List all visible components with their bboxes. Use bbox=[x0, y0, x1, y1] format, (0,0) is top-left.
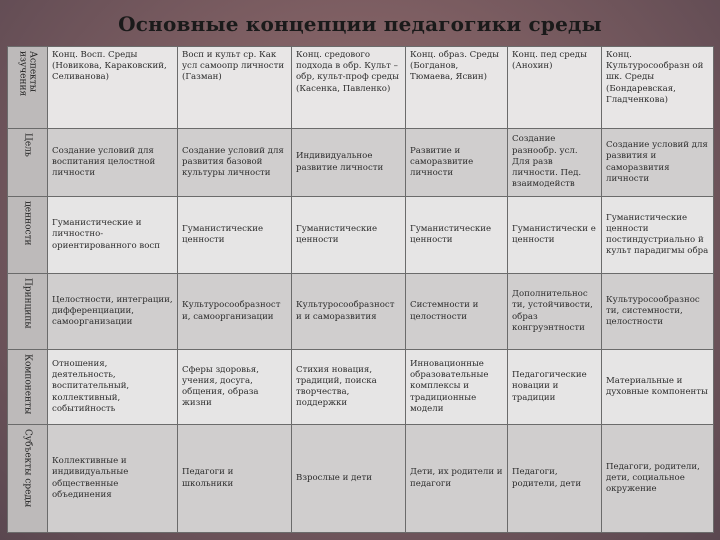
table-cell: Педагоги, родители, дети, социальное окружение bbox=[602, 425, 714, 533]
table-cell: Развитие и саморазвитие личности bbox=[406, 129, 508, 197]
table-cell: Системности и целостности bbox=[406, 274, 508, 350]
table-cell: Гуманистические ценности bbox=[178, 197, 292, 274]
concepts-table bbox=[7, 46, 714, 533]
table-cell: Материальные и духовные компоненты bbox=[602, 350, 714, 425]
row-header-label: Субъекты среды bbox=[22, 429, 33, 508]
table-cell: Создание условий для развития и саморазвития личности bbox=[602, 129, 714, 197]
row-header-subjects bbox=[8, 425, 48, 533]
column-header: Конц. образ. Среды (Богданов, Тюмаева, Ясвин) bbox=[406, 47, 508, 129]
table-cell: Целостности, интеграции, дифференциации, самоорганизации bbox=[48, 274, 178, 350]
table-cell: Создание разнообр. усл. Для разв личности. Пед. взаимодейств bbox=[508, 129, 602, 197]
table-header-row bbox=[8, 47, 714, 129]
column-header: Конц. пед среды (Анохин) bbox=[508, 47, 602, 129]
column-header: Восп и культ ср. Как усл самоопр личности (Газман) bbox=[178, 47, 292, 129]
table-cell: Педагоги, родители, дети bbox=[508, 425, 602, 533]
table-row bbox=[8, 350, 714, 425]
table-row bbox=[8, 274, 714, 350]
row-header-label: Компоненты bbox=[22, 354, 33, 415]
row-header-label: Принципы bbox=[22, 278, 33, 329]
table-cell: Дети, их родители и педагоги bbox=[406, 425, 508, 533]
table-cell: Индивидуальное развитие личности bbox=[292, 129, 406, 197]
row-header-label: Аспекты изучения bbox=[17, 51, 38, 97]
table-cell: Взрослые и дети bbox=[292, 425, 406, 533]
row-header-principles bbox=[8, 274, 48, 350]
table-cell: Гуманистические и личностно-ориентированного восп bbox=[48, 197, 178, 274]
table-cell: Дополнительнос ти, устойчивости, образ конгруэнтности bbox=[508, 274, 602, 350]
table-cell: Коллективные и индивидуальные общественные объединения bbox=[48, 425, 178, 533]
table-cell: Педагоги и школьники bbox=[178, 425, 292, 533]
page-title: Основные концепции педагогики среды bbox=[118, 12, 602, 36]
table-cell: Гуманистически е ценности bbox=[508, 197, 602, 274]
table-row bbox=[8, 197, 714, 274]
table-cell: Гуманистические ценности постиндустриально й культ парадигмы обра bbox=[602, 197, 714, 274]
table-cell: Отношения, деятельность, воспитательный, коллективный, событийность bbox=[48, 350, 178, 425]
table-cell: Культуросообразнос ти, системности, целостности bbox=[602, 274, 714, 350]
column-header: Конц. средового подхода в обр. Культ –обр, культ-проф среды (Касенка, Павленко) bbox=[292, 47, 406, 129]
row-header-values bbox=[8, 197, 48, 274]
table-cell: Стихия новация, традиций, поиска творчества, поддержки bbox=[292, 350, 406, 425]
row-header-label: Цель bbox=[22, 133, 33, 157]
table-cell: Сферы здоровья, учения, досуга, общения, образа жизни bbox=[178, 350, 292, 425]
table-cell: Гуманистические ценности bbox=[406, 197, 508, 274]
row-header-components bbox=[8, 350, 48, 425]
table-row bbox=[8, 129, 714, 197]
table-cell: Гуманистические ценности bbox=[292, 197, 406, 274]
column-header: Конц. Культуросообразн ой шк. Среды (Бондаревская, Гладченкова) bbox=[602, 47, 714, 129]
table-cell: Создание условий для развития базовой культуры личности bbox=[178, 129, 292, 197]
table-cell: Педагогические новации и традиции bbox=[508, 350, 602, 425]
column-header: Конц. Восп. Среды (Новикова, Караковский, Селиванова) bbox=[48, 47, 178, 129]
table-cell: Культуросообразност и, самоорганизации bbox=[178, 274, 292, 350]
table-cell: Культуросообразност и и саморазвития bbox=[292, 274, 406, 350]
table-cell: Инновационные образовательные комплексы и традиционные модели bbox=[406, 350, 508, 425]
table-cell: Создание условий для воспитания целостной личности bbox=[48, 129, 178, 197]
row-header-aspects bbox=[8, 47, 48, 129]
row-header-goal bbox=[8, 129, 48, 197]
row-header-label: ценности bbox=[22, 201, 33, 246]
table-row bbox=[8, 425, 714, 533]
